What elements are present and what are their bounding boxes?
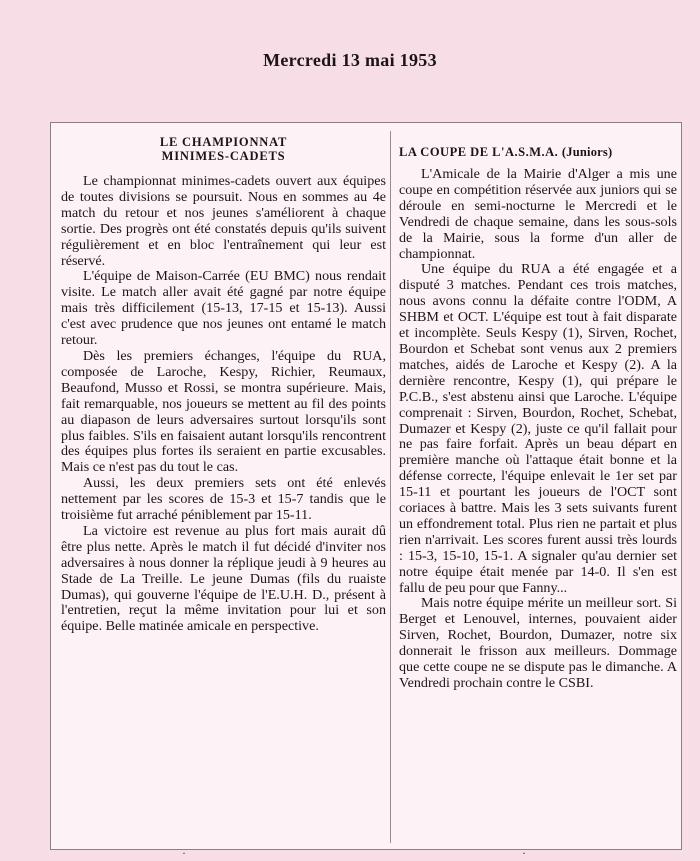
title-main: LA COUPE DE L'A.S.M.A. — [399, 145, 559, 159]
scan-mark: · — [182, 846, 186, 860]
paragraph: Aussi, les deux premiers sets ont été enlevés nettement par les scores de 15-3 et 15-7 tandis que le troisième fut arraché péniblement par 15-11. — [61, 475, 386, 524]
article-title — [399, 145, 677, 159]
title-line-2: MINIMES-CADETS — [161, 149, 286, 163]
paragraph: Le championnat minimes-cadets ouvert aux équipes de toutes divisions se poursuit. Nous en sommes au 4e match du retour et nos jeunes s'améliorent à chaque sortie. Des progrès ont été constatés depuis qu'ils suivent régulièrement et en bloc l'entraînement qui leur est réservé. — [61, 173, 386, 269]
title-suffix: (Juniors) — [561, 145, 613, 159]
article-title — [61, 135, 386, 163]
scan-mark: · — [522, 846, 526, 860]
paragraph: L'équipe de Maison-Carrée (EU BMC) nous rendait visite. Le match aller avait été gagné par notre équipe mais très difficilement (15-13, 17-15 et 15-13). Aussi c'est avec prudence que nos jeunes ont entamé le match retour. — [61, 268, 386, 349]
paragraph: La victoire est revenue au plus fort mais aurait dû être plus nette. Après le match il fut décidé d'inviter nos adversaires à nous donner la réplique jeudi à 9 heures au Stade de La Treille. Le jeune Dumas (fils du ruaiste Dumas), qui gouverne l'équipe de l'E.U.H. D., présent à l'entretien, reçut la même invitation pour lui et son équipe. Belle matinée amicale en perspective. — [61, 522, 386, 635]
paragraph: Une équipe du RUA a été engagée et a disputé 3 matches. Pendant ces trois matches, nous avons connu la défaite contre l'ODM, A SHBM et OCT. L'équipe est tout à fait disparate et incomplète. Seuls Kespy (1), Sirven, Rochet, Bourdon et Schebat sont venus aux 2 premiers matches, aidés de Laroche et Kespy (2). A la dernière rencontre, Kespy (1), qui prépare le P.C.B., s'est abstenu ainsi que Laroche. L'équipe comprenait : Sirven, Bourdon, Rochet, Schebat, Dumazer et Kespy (2), juste ce qu'il fallait pour ne pas faire forfait. Après un beau départ en première manche où l'attaque était bonne et la défense correcte, l'équipe enlevait le 1er set par 15-11 et pourtant les joueurs de l'OCT sont coriaces à battre. Mais les 3 sets suivants furent un effondrement total. Plus rien ne partait et plus rien n'arrivait. Les scores furent aussi très lourds : 15-3, 15-10, 15-1. A signaler qu'au dernier set notre équipe était menée par 14-0. Il s'en est fallu de peu pour que Fanny... — [399, 261, 677, 596]
title-line-1: LE CHAMPIONNAT — [159, 135, 288, 149]
paragraph: L'Amicale de la Mairie d'Alger a mis une coupe en compétition réservée aux juniors qui se déroule en semi-nocturne le Mercredi et le Vendredi de chaque semaine, dans les sous-sols de la Mairie, sous la forme d'un aller de championnat. — [399, 166, 677, 262]
article-minimes-cadets — [61, 135, 386, 635]
article-coupe-asma — [399, 135, 677, 692]
column-divider — [390, 131, 391, 843]
newspaper-clipping — [50, 122, 682, 850]
paragraph: Dès les premiers échanges, l'équipe du RUA, composée de Laroche, Kespy, Richier, Reumaux, Beaufond, Musso et Rossi, se montra supérieure. Mais, fait remarquable, nos joueurs se mettent au fil des points au diapason de leurs adversaires surtout lorsqu'ils sont plus faibles. S'ils en faisaient autant lorsqu'ils rencontrent des équipes plus fortes ils seraient en partie excusables. Mais ce n'est pas du tout le cas. — [61, 347, 386, 476]
paragraph: Mais notre équipe mérite un meilleur sort. Si Berget et Lenouvel, internes, pouvaient aider Sirven, Rochet, Bourdon, Dumazer, notre six donnerait le frisson aux meilleurs. Dommage que cette coupe ne se dispute pas le dimanche. A Vendredi prochain contre le CSBI. — [399, 595, 677, 691]
page-date-header: Mercredi 13 mai 1953 — [263, 50, 437, 70]
